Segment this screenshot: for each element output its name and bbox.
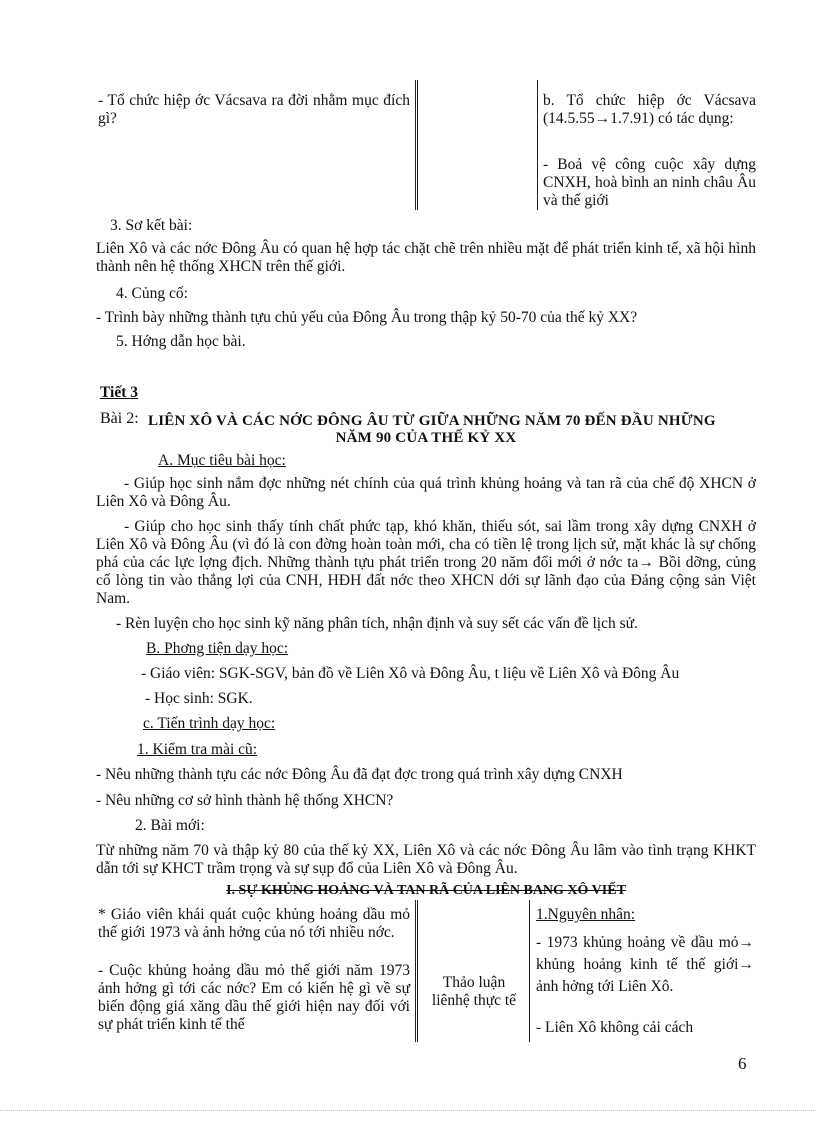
new-lesson-heading: 2. Bài mới: [135, 817, 205, 834]
bottom-table-left-intro: * Giáo viên khái quát cuộc khủng hoảng dầu mỏ thế giới 1973 và ảnh hởng của nó tới nhiều nớc. [98, 906, 410, 941]
summary-text: Liên Xô và các nớc Đông Âu có quan hệ hợp tác chặt chẽ trên nhiều mặt để phát triển kinh tế, xã hội hình thành nên hệ thống XHCN trên thế giới. [96, 240, 756, 275]
lesson-title-line-2: NĂM 90 CỦA THẾ KỶ XX [335, 430, 517, 446]
section-a-heading: A. Mục tiêu bài học: [158, 452, 286, 469]
section-b-heading: B. Phơng tiện dạy học: [146, 640, 289, 657]
top-table-right-effect: - Boả vệ công cuộc xây dựng CNXH, hoà bình an ninh châu Âu và thế giới [543, 156, 756, 209]
bottom-table-right-cause: - 1973 khủng hoảng về dầu mỏ→ khủng hoảng kinh tế thế giới→ ảnh hởng tới Liên Xô. [536, 934, 754, 995]
table-divider [417, 900, 418, 1042]
goal-3: - Rèn luyện cho học sinh kỹ năng phân tích, nhận định và suy sết các vấn đề lịch sử. [116, 615, 638, 632]
bottom-table-activity: Thảo luận liênhệ thực tế [431, 974, 517, 1009]
lesson-number: Bài 2: [100, 410, 139, 427]
consolidate-text: - Trình bày những thành tựu chủ yếu của Đông Âu trong thập kỷ 50-70 của thế kỷ XX? [96, 309, 638, 326]
page-bottom-divider [0, 1110, 816, 1111]
table-divider [415, 80, 416, 210]
summary-heading: 3. Sơ kết bài: [110, 217, 193, 234]
lesson-title-line-1: LIÊN XÔ VÀ CÁC NỚC ĐÔNG ÂU TỪ GIỮA NHỮNG NĂM 70 ĐẾN ĐẦU NHỮNG [148, 413, 716, 429]
table-section-header: I. SỰ KHỦNG HOẢNG VÀ TAN RÃ CỦA LIÊN BANG XÔ VIẾT [226, 883, 626, 898]
top-table-right-purpose: b. Tổ chức hiệp ớc Vácsava (14.5.55→1.7.91) có tác dụng: [543, 92, 756, 127]
bottom-table-right-reform: - Liên Xô không cải cách [536, 1019, 694, 1036]
student-means: - Học sinh: SGK. [145, 690, 253, 707]
check-question-2: - Nêu những cơ sở hình thành hệ thống XHCN? [96, 792, 394, 809]
guide-heading: 5. Hớng dẫn học bài. [116, 333, 246, 350]
table-divider [417, 80, 418, 210]
check-heading: 1. Kiểm tra mài cũ: [137, 741, 258, 758]
table-divider [537, 80, 538, 210]
bottom-table [96, 882, 758, 1042]
teacher-means: - Giáo viên: SGK-SGV, bản đồ về Liên Xô và Đông Âu, t liệu về Liên Xô và Đông Âu [141, 665, 680, 682]
consolidate-heading: 4. Củng cố: [116, 285, 188, 302]
top-table-left-question: - Tổ chức hiệp ớc Vácsava ra đời nhằm mục đích gì? [98, 92, 410, 127]
new-lesson-text: Từ những năm 70 và thập kỷ 80 của thế kỷ XX, Liên Xô và các nớc Đông Âu lâm vào tình trạng KHKT dẫn tới sự KHCT trầm trọng và sự sụp đổ của Liên Xô và Đông Âu. [96, 842, 756, 877]
table-divider [415, 900, 416, 1042]
goal-2: - Giúp cho học sinh thấy tính chất phức tạp, khó khăn, thiếu sót, sai lầm trong xây dựng CNXH ở Liên Xô và Đông Âu (vì đó là con đờng hoàn toàn mới, cha có tiền lệ trong lịch sử, mặt khác là sự chống phá của các lực lợng địch. Những thành tựu phát triển trong 20 năm đổi mới ở nớc ta→ Bồi dỡng, củng cố lòng tin vào thắng lợi của CNH, HĐH đất nớc theo XHCN dới sự lãnh đạo của Đảng cộng sản Việt Nam. [96, 518, 756, 607]
bottom-table-right-heading: 1.Nguyên nhân: [536, 906, 636, 923]
goal-1: - Giúp học sinh nắm đợc những nét chính của quá trình khủng hoảng và tan rã của chế độ XHCN ở Liên Xô và Đông Âu. [96, 475, 756, 510]
check-question-1: - Nêu những thành tựu các nớc Đông Âu đã đạt đợc trong quá trình xây dựng CNXH [96, 766, 623, 783]
table-divider [529, 900, 530, 1042]
bottom-table-left-question: - Cuộc khủng hoảng dầu mỏ thế giới năm 1973 ảnh hởng gì tới các nớc? Em có kiến hệ gì về sự biến động giá xăng dầu thế giới hiện nay đối với sự phát triển kinh tế thế [98, 962, 410, 1033]
lesson-label: Tiết 3 [100, 384, 139, 401]
section-c-heading: c. Tiến trình dạy học: [143, 715, 276, 732]
page-number: 6 [738, 1054, 747, 1073]
top-table [96, 80, 758, 210]
